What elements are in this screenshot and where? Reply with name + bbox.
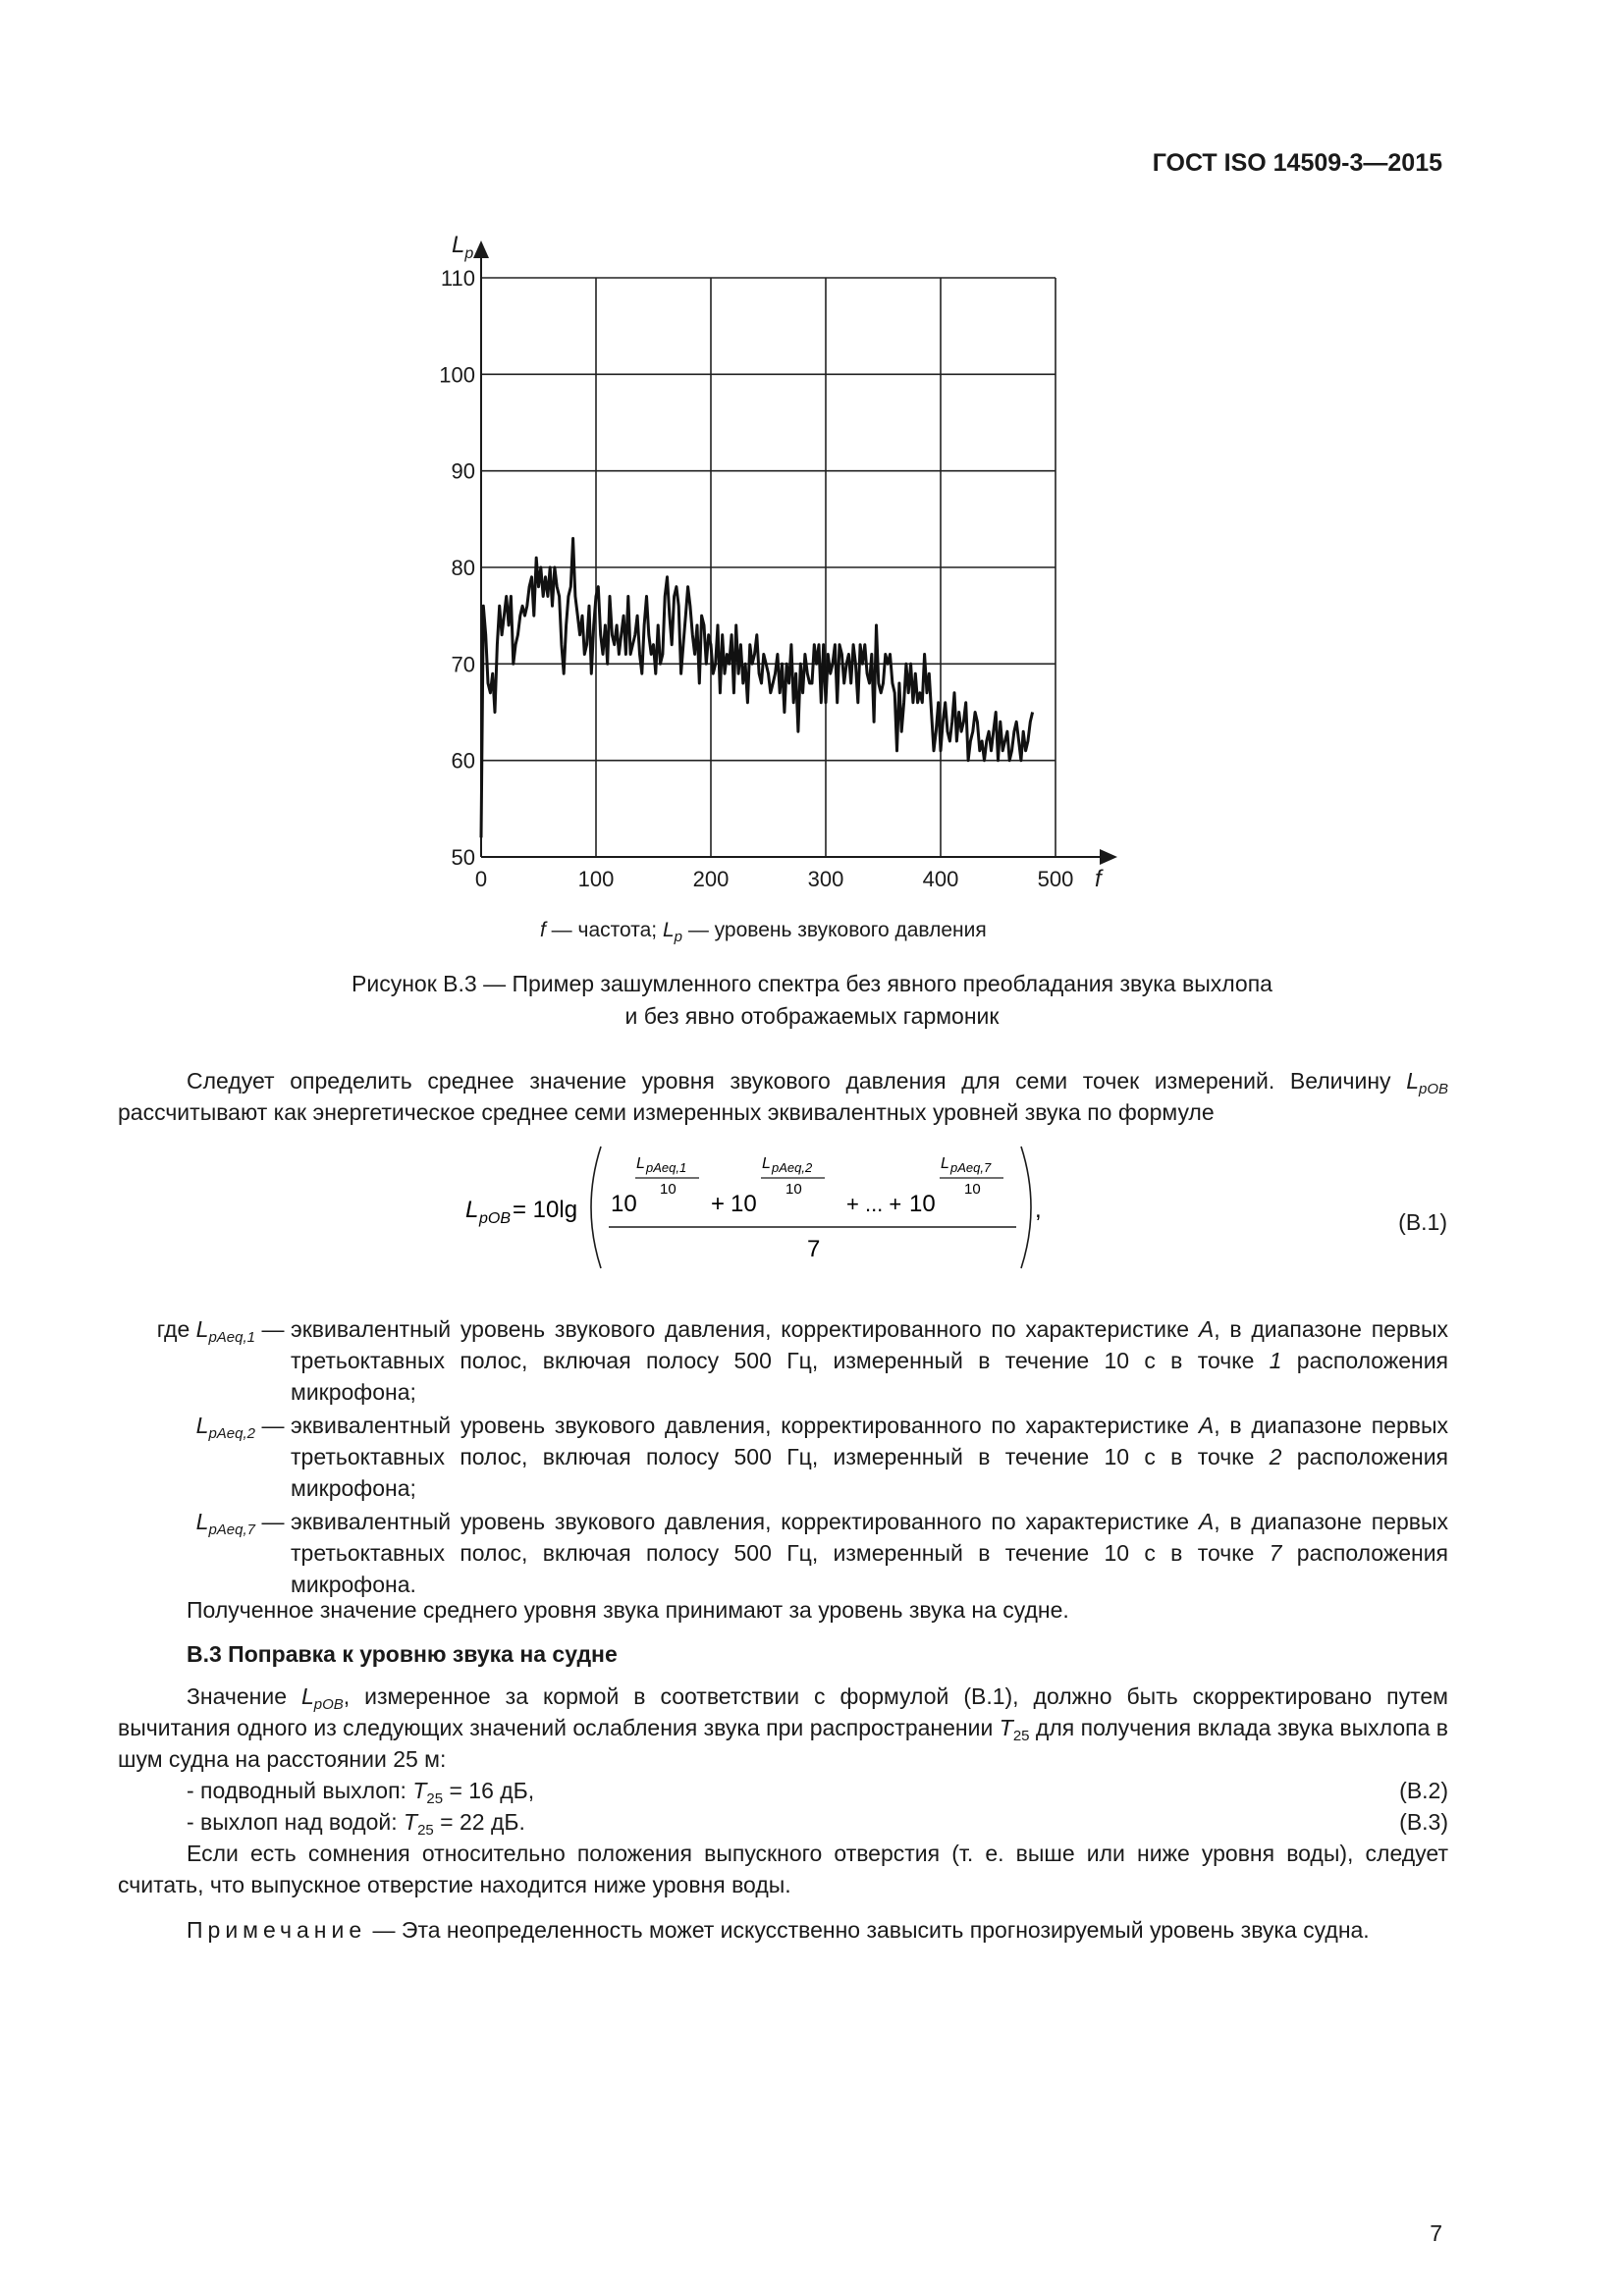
exp-sub-1: pAeq,1 — [646, 1160, 687, 1175]
figure-caption: Рисунок В.3 — Пример зашумленного спектра без явного преобладания звука выхлопа и без явно отображаемых гармоник — [352, 971, 1272, 1029]
x-tick-label: 200 — [692, 867, 730, 891]
y-tick-label: 90 — [451, 458, 475, 484]
exp-sub-2: pAeq,2 — [772, 1160, 813, 1175]
paragraph-intro: Следует определить среднее значение уровня звукового давления для семи точек измерений. Величину $L_{pOB}$ рассчитывают как энергетическое среднее семи измеренных эквивалентных уровней звука по формуле — [118, 1068, 1448, 1125]
y-tick-label: 80 — [451, 556, 475, 580]
figure-legend: f — частота; $L_p$ — уровень звукового давления — [540, 919, 987, 945]
svg-text:L: L — [762, 1155, 771, 1172]
definitions-list — [118, 1313, 1448, 1600]
y-tick-label: 70 — [451, 652, 475, 677]
denominator: 7 — [807, 1236, 821, 1262]
formula-b1 — [452, 1137, 1060, 1284]
spectrum-chart — [412, 221, 1119, 892]
formula-eq: = 10lg — [513, 1197, 578, 1223]
definition-item: $L_{pAeq,2}$ — эквивалентный уровень звукового давления, корректированного по характеристике A, в диапазоне первых третьоктавных полос, включая полосу 500 Гц, измеренный в течение 10 с в точке 2 расположения микрофона; — [195, 1413, 1448, 1501]
paragraph-result: Полученное значение среднего уровня звука принимают за уровень звука на судне. — [187, 1597, 1069, 1623]
svg-text:L: L — [636, 1155, 645, 1172]
list-item-b3: - выхлоп над водой: $T_{25} = 22$ дБ. (В.3) — [187, 1809, 1448, 1839]
x-tick-label: 400 — [922, 867, 959, 891]
svg-text:10: 10 — [660, 1181, 677, 1198]
base-10-1: 10 — [611, 1191, 637, 1217]
svg-text:10: 10 — [964, 1181, 981, 1198]
equation-number-b1: (В.1) — [1398, 1209, 1447, 1235]
document-code: ГОСТ ISO 14509-3—2015 — [1152, 149, 1442, 177]
chart-axes — [481, 248, 1110, 857]
base-10-2: 10 — [731, 1191, 757, 1217]
formula-lhs: L — [465, 1197, 479, 1223]
chart-grid — [481, 278, 1056, 857]
y-tick-label: 100 — [439, 362, 475, 388]
paragraph-doubts: Если есть сомнения относительно положения выпускного отверстия (т. е. выше или ниже уровня воды), следует считать, что выпускное отверстие находится ниже уровня воды. — [118, 1841, 1448, 1897]
note: Примечание — Эта неопределенность может искусственно завысить прогнозируемый уровень звука судна. — [187, 1917, 1370, 1943]
y-axis-label: $L_p$ — [452, 232, 474, 262]
y-tick-label: 50 — [451, 845, 475, 870]
svg-text:L: L — [941, 1155, 949, 1172]
section-heading-b3: В.3 Поправка к уровню звука на судне — [187, 1641, 618, 1667]
paragraph-correction: Значение $L_{pOB}$, измеренное за кормой в соответствии с формулой (В.1), должно быть скорректировано путем вычитания одного из следующих значений ослабления звука при распространении $T_{25}$ для получения вклада звука выхлопа в шум судна на расстоянии 25 м: — [118, 1683, 1449, 1772]
definition-item: $L_{pAeq,7}$ — эквивалентный уровень звукового давления, корректированного по характеристике A, в диапазоне первых третьоктавных полос, включая полосу 500 Гц, измеренный в течение 10 с в точке 7 расположения микрофона. — [195, 1509, 1448, 1597]
page-number: 7 — [1430, 2220, 1442, 2246]
svg-text:+ ... +: + ... + — [846, 1192, 902, 1216]
svg-text:+: + — [711, 1191, 726, 1217]
x-tick-label: 500 — [1037, 867, 1074, 891]
x-tick-label: 100 — [577, 867, 615, 891]
series-line — [481, 539, 1033, 838]
x-axis-label: f — [1095, 866, 1102, 892]
y-tick-label: 110 — [440, 266, 475, 291]
axis-labels — [452, 232, 1104, 892]
exp-sub-7: pAeq,7 — [950, 1160, 992, 1175]
right-paren — [1021, 1147, 1031, 1268]
base-10-7: 10 — [909, 1191, 936, 1217]
svg-text:,: , — [1035, 1197, 1042, 1223]
x-tick-label: 300 — [807, 867, 844, 891]
y-tick-label: 60 — [451, 748, 475, 774]
formula-lhs-sub: pOB — [479, 1210, 512, 1227]
x-tick-label: 0 — [474, 867, 488, 891]
svg-text:10: 10 — [785, 1181, 802, 1198]
left-paren — [591, 1147, 601, 1268]
definition-item: где $L_{pAeq,1}$ — эквивалентный уровень звукового давления, корректированного по характеристике A, в диапазоне первых третьоктавных полос, включая полосу 500 Гц, измеренный в течение 10 с в точке 1 расположения микрофона; — [156, 1316, 1448, 1405]
list-item-b2: - подводный выхлоп: $T_{25} = 16$ дБ, (В.2) — [187, 1778, 1448, 1807]
